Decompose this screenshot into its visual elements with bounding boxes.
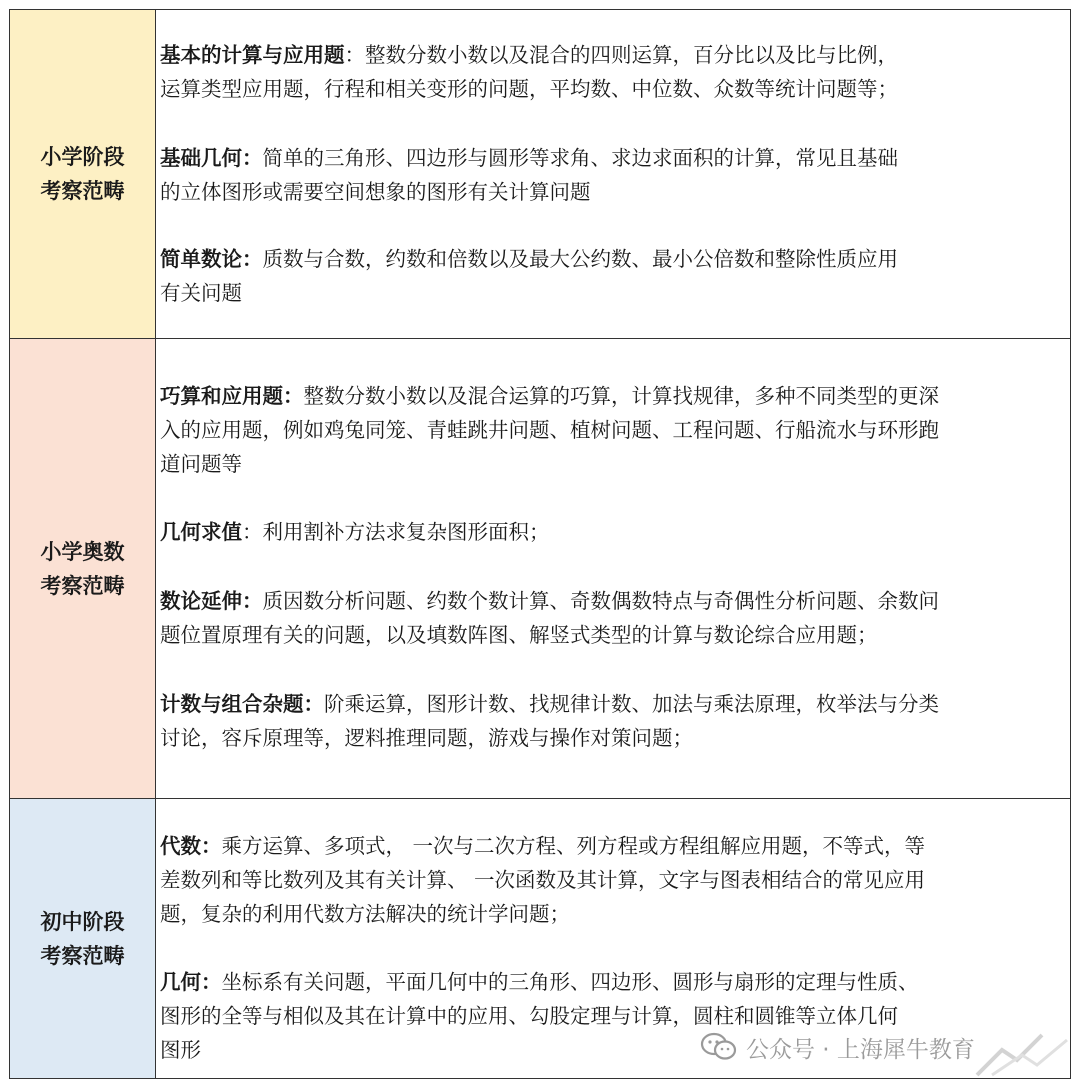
topic-paragraph: [160, 829, 1065, 931]
topic-text: 差数列和等比数列及其有关计算、 一次函数及其计算，文字与图表相结合的常见应用: [160, 868, 926, 892]
topic-text: 乘方运算、多项式， 一次与二次方程、列方程或方程组解应用题，不等式，等: [221, 834, 926, 858]
row-label-line: 考察范畴: [40, 179, 125, 203]
watermark: [700, 1028, 975, 1066]
topic-text: 阶乘运算，图形计数、找规律计数、加法与乘法原理，枚举法与分类: [324, 692, 939, 716]
topic-text: 讨论，容斥原理等，逻料推理同题，游戏与操作对策问题；: [160, 726, 693, 750]
brand-logo-icon: [972, 1030, 1072, 1080]
topic-text: 质数与合数，约数和倍数以及最大公约数、最小公倍数和整除性质应用: [262, 247, 898, 271]
topic-title: 计数与组合杂题：: [160, 692, 324, 716]
topic-paragraph: [160, 242, 1065, 310]
topic-paragraph: [160, 38, 1065, 106]
topic-text: ：整数分数小数以及混合的四则运算，百分比以及比与比例，: [344, 43, 898, 67]
row-label-line: 考察范畴: [40, 943, 125, 968]
row-content: [160, 339, 1070, 798]
topic-text: 整数分数小数以及混合运算的巧算，计算找规律，多种不同类型的更深: [303, 384, 939, 408]
topic-text: 运算类型应用题，行程和相关变形的问题，平均数、中位数、众数等统计问题等；: [160, 77, 898, 101]
topic-text: 的立体图形或需要空间想象的图形有关计算问题: [160, 180, 591, 204]
topic-text: 有关问题: [160, 281, 242, 305]
topic-paragraph: [160, 584, 1065, 652]
topic-title: 代数：: [160, 834, 222, 858]
topic-paragraph: [160, 515, 1065, 549]
topic-text: 题位置原理有关的问题，以及填数阵图、解竖式类型的计算与数论综合应用题；: [160, 623, 878, 647]
row-label-line: 小学阶段: [40, 145, 125, 169]
topic-text: 简单的三角形、四边形与圆形等求角、求边求面积的计算，常见且基础: [262, 146, 898, 170]
topic-title: 基础几何：: [160, 146, 263, 170]
topic-title: 几何：: [160, 970, 222, 994]
row-label: [10, 799, 156, 1078]
topic-paragraph: [160, 141, 1065, 209]
watermark-text: 公众号 · 上海犀牛教育: [746, 1036, 975, 1063]
topic-title: 数论延伸：: [160, 589, 263, 613]
row-label: [10, 339, 156, 798]
scope-table: [9, 9, 1071, 1079]
row-label-line: 小学奥数: [40, 539, 125, 564]
row-label: [10, 10, 156, 338]
topic-paragraph: [160, 379, 1065, 481]
topic-text: 图形: [160, 1038, 201, 1062]
topic-title: 巧算和应用题：: [160, 384, 304, 408]
topic-paragraph: [160, 687, 1065, 755]
topic-title: 几何求值: [160, 520, 242, 544]
topic-text: 坐标系有关问题，平面几何中的三角形、四边形、圆形与扇形的定理与性质、: [221, 970, 919, 994]
table-row-primary: [10, 10, 1070, 339]
wechat-icon: [700, 1031, 738, 1063]
topic-text: 入的应用题，例如鸡兔同笼、青蛙跳井问题、植树问题、工程问题、行船流水与环形跑: [160, 418, 939, 442]
row-label-line: 初中阶段: [40, 909, 125, 934]
topic-text: 质因数分析问题、约数个数计算、奇数偶数特点与奇偶性分析问题、余数问: [262, 589, 939, 613]
row-content: [160, 10, 1070, 338]
topic-text: ：利用割补方法求复杂图形面积；: [242, 520, 550, 544]
table-row-olympiad: [10, 339, 1070, 799]
topic-text: 图形的全等与相似及其在计算中的应用、勾股定理与计算，圆柱和圆锥等立体几何: [160, 1004, 898, 1028]
topic-text: 题，复杂的利用代数方法解决的统计学问题；: [160, 902, 570, 926]
row-label-line: 考察范畴: [40, 573, 125, 598]
topic-title: 简单数论：: [160, 247, 263, 271]
topic-title: 基本的计算与应用题: [160, 43, 345, 67]
topic-text: 道问题等: [160, 452, 242, 476]
